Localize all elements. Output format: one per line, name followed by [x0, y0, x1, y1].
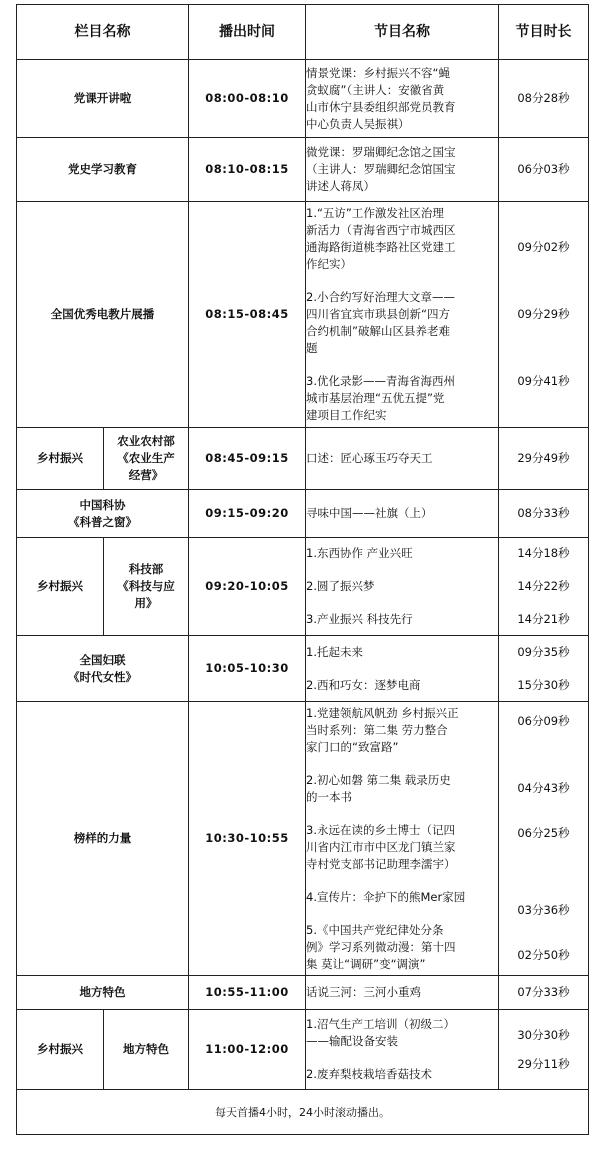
duration-item: 06分09秒: [517, 714, 570, 728]
program-item: [306, 373, 498, 424]
table-row: [17, 202, 589, 428]
duration-item: 14分22秒: [517, 579, 570, 593]
column-line: 中国科协: [79, 497, 126, 512]
program-line: 寻味中国——社旗（上）: [306, 506, 433, 520]
program-name: [306, 976, 499, 1010]
duration-item: 09分41秒: [517, 374, 570, 388]
duration: 08分33秒: [499, 490, 589, 538]
program-line: 3.产业振兴 科技先行: [306, 612, 413, 626]
program-item: [306, 822, 498, 873]
program-line: 山市休宁县委组织部党员教育: [306, 99, 456, 114]
air-time: 10:55-11:00: [189, 976, 306, 1010]
program-name: [306, 538, 499, 636]
table-row: [17, 976, 589, 1010]
program-line: 中心负责人吴振祺）: [306, 116, 410, 131]
duration: [499, 1010, 589, 1090]
subcategory-line: 《科技与应: [117, 579, 175, 593]
column-subcategory: [104, 428, 189, 490]
program-item: [306, 922, 498, 973]
program-line: 1.“五访”工作激发社区治理: [306, 206, 444, 220]
program-line: 家门口的“致富路”: [306, 739, 399, 754]
program-line: 2.圆了振兴梦: [306, 579, 375, 593]
column-name: 榜样的力量: [17, 702, 189, 976]
program-line: 微党课：罗瑞卿纪念馆之国宝: [306, 145, 456, 159]
column-name: 党课开讲啦: [17, 60, 189, 138]
program-line: 贪蚁腐”（主讲人：安徽省黄: [306, 82, 445, 97]
air-time: 11:00-12:00: [189, 1010, 306, 1090]
header-row: [17, 5, 589, 60]
air-time: 08:15-08:45: [189, 202, 306, 428]
program-line: 1.沼气生产工培训（初级二）: [306, 1017, 455, 1031]
column-name: 地方特色: [17, 976, 189, 1010]
program-line: 城市基层治理“五优五提”党: [306, 391, 445, 405]
table-row: [17, 702, 589, 976]
program-line: 1.东西协作 产业兴旺: [306, 546, 413, 560]
program-line: （主讲人：罗瑞卿纪念馆国宝: [306, 162, 456, 176]
air-time: 09:15-09:20: [189, 490, 306, 538]
header-duration: 节目时长: [499, 5, 589, 60]
program-line: 2.小合约写好治理大文章——: [306, 290, 455, 304]
program-name: [306, 60, 499, 138]
subcategory-line: 用》: [134, 596, 158, 610]
program-line: 3.永远在读的乡土博士（记四: [306, 822, 455, 837]
program-line: 2.西和巧女：逐梦电商: [306, 677, 421, 692]
duration-item: 29分11秒: [517, 1056, 570, 1071]
footer-row: [17, 1090, 589, 1135]
program-line: 的一本书: [306, 789, 352, 804]
duration-item: 06分25秒: [517, 826, 570, 840]
column-line: 《科普之窗》: [68, 514, 137, 529]
duration-item: 14分18秒: [517, 546, 570, 560]
subcategory-line: 地方特色: [123, 1042, 169, 1056]
air-time: 10:05-10:30: [189, 636, 306, 702]
program-line: 建项目工作纪实: [306, 408, 387, 422]
column-category: 乡村振兴: [17, 538, 104, 636]
program-line: 口述：匠心琢玉巧夺天工: [306, 451, 433, 465]
table-row: [17, 428, 589, 490]
column-name: [17, 490, 189, 538]
program-line: 集 莫让“调研”变“调演”: [306, 956, 426, 971]
subcategory-line: 经营》: [128, 468, 164, 482]
program-name: [306, 428, 499, 490]
column-category: 乡村振兴: [17, 1010, 104, 1090]
duration: 07分33秒: [499, 976, 589, 1010]
program-name: [306, 702, 499, 976]
air-time: 08:00-08:10: [189, 60, 306, 138]
program-name: [306, 1010, 499, 1090]
program-line: 新活力（青海省西宁市城西区: [306, 223, 456, 237]
program-name: [306, 138, 499, 202]
program-line: 讲述人蒋凤）: [306, 179, 375, 193]
air-time: 08:10-08:15: [189, 138, 306, 202]
column-name: 党史学习教育: [17, 138, 189, 202]
program-line: 例》学习系列微动漫：第十四: [306, 939, 456, 954]
header-air-time: 播出时间: [189, 5, 306, 60]
program-line: 当时系列：第二集 劳力整合: [306, 722, 448, 737]
table-row: [17, 1010, 589, 1090]
column-name: [17, 636, 189, 702]
program-line: ——输配设备安装: [306, 1034, 398, 1048]
program-line: 川省内江市市中区龙门镇兰家: [306, 839, 456, 854]
program-line: 情景党课：乡村振兴不容“蝇: [306, 65, 450, 80]
program-line: 通海路街道桃李路社区党建工: [306, 240, 456, 254]
air-time: 10:30-10:55: [189, 702, 306, 976]
duration-item: 04分43秒: [517, 781, 570, 795]
program-line: 四川省宜宾市珙县创新“四方: [306, 307, 450, 321]
duration-item: 03分36秒: [517, 903, 570, 917]
footer-note: 每天首播4小时，24小时滚动播出。: [17, 1090, 589, 1135]
program-line: 寺村党支部书记助理李濡宇）: [306, 856, 456, 871]
program-line: 题: [306, 341, 318, 355]
column-subcategory: [104, 1010, 189, 1090]
duration: [499, 202, 589, 428]
duration: [499, 702, 589, 976]
program-item: [306, 289, 498, 357]
program-line: 作纪实）: [306, 257, 352, 271]
program-line: 合约机制”破解山区县养老难: [306, 324, 450, 338]
program-name: [306, 490, 499, 538]
duration: 06分03秒: [499, 138, 589, 202]
column-line: 全国妇联: [79, 652, 126, 667]
table-row: [17, 636, 589, 702]
subcategory-line: 《农业生产: [117, 451, 175, 465]
program-name: [306, 202, 499, 428]
program-line: 4.宣传片：伞护下的熊Mer家园: [306, 889, 466, 904]
program-item: [306, 205, 498, 273]
program-item: [306, 889, 498, 906]
program-line: 5.《中国共产党纪律处分条: [306, 922, 444, 937]
program-item: [306, 1066, 498, 1083]
header-program-name: 节目名称: [306, 5, 499, 60]
air-time: 08:45-09:15: [189, 428, 306, 490]
program-line: 2.废弃梨枝栽培香菇技术: [306, 1067, 432, 1081]
air-time: 09:20-10:05: [189, 538, 306, 636]
program-line: 话说三河：三河小重鸡: [306, 985, 421, 999]
program-item: [306, 705, 498, 756]
table-row: [17, 538, 589, 636]
schedule-table: [16, 4, 589, 1135]
program-item: [306, 772, 498, 806]
duration-item: 15分30秒: [517, 677, 570, 692]
subcategory-line: 科技部: [128, 562, 164, 576]
duration: [499, 538, 589, 636]
column-line: 《时代女性》: [68, 669, 137, 684]
duration-item: 14分21秒: [517, 612, 570, 626]
duration-item: 09分29秒: [517, 307, 570, 321]
column-category: 乡村振兴: [17, 428, 104, 490]
subcategory-line: 农业农村部: [117, 434, 175, 448]
duration: [499, 636, 589, 702]
duration-item: 09分35秒: [517, 644, 570, 659]
table-row: [17, 60, 589, 138]
program-item: [306, 1016, 498, 1050]
program-line: 1.托起未来: [306, 644, 363, 659]
duration: 29分49秒: [499, 428, 589, 490]
program-line: 1.党建领航风帆劲 乡村振兴正: [306, 705, 459, 720]
header-column-name: 栏目名称: [17, 5, 189, 60]
table-row: [17, 490, 589, 538]
duration-item: 09分02秒: [517, 240, 570, 254]
duration-item: 02分50秒: [517, 948, 570, 962]
duration: 08分28秒: [499, 60, 589, 138]
column-subcategory: [104, 538, 189, 636]
program-line: 3.优化录影——青海省海西州: [306, 374, 455, 388]
program-name: [306, 636, 499, 702]
table-row: [17, 138, 589, 202]
duration-item: 30分30秒: [517, 1027, 570, 1042]
column-name: 全国优秀电教片展播: [17, 202, 189, 428]
program-line: 2.初心如磐 第二集 载录历史: [306, 772, 451, 787]
